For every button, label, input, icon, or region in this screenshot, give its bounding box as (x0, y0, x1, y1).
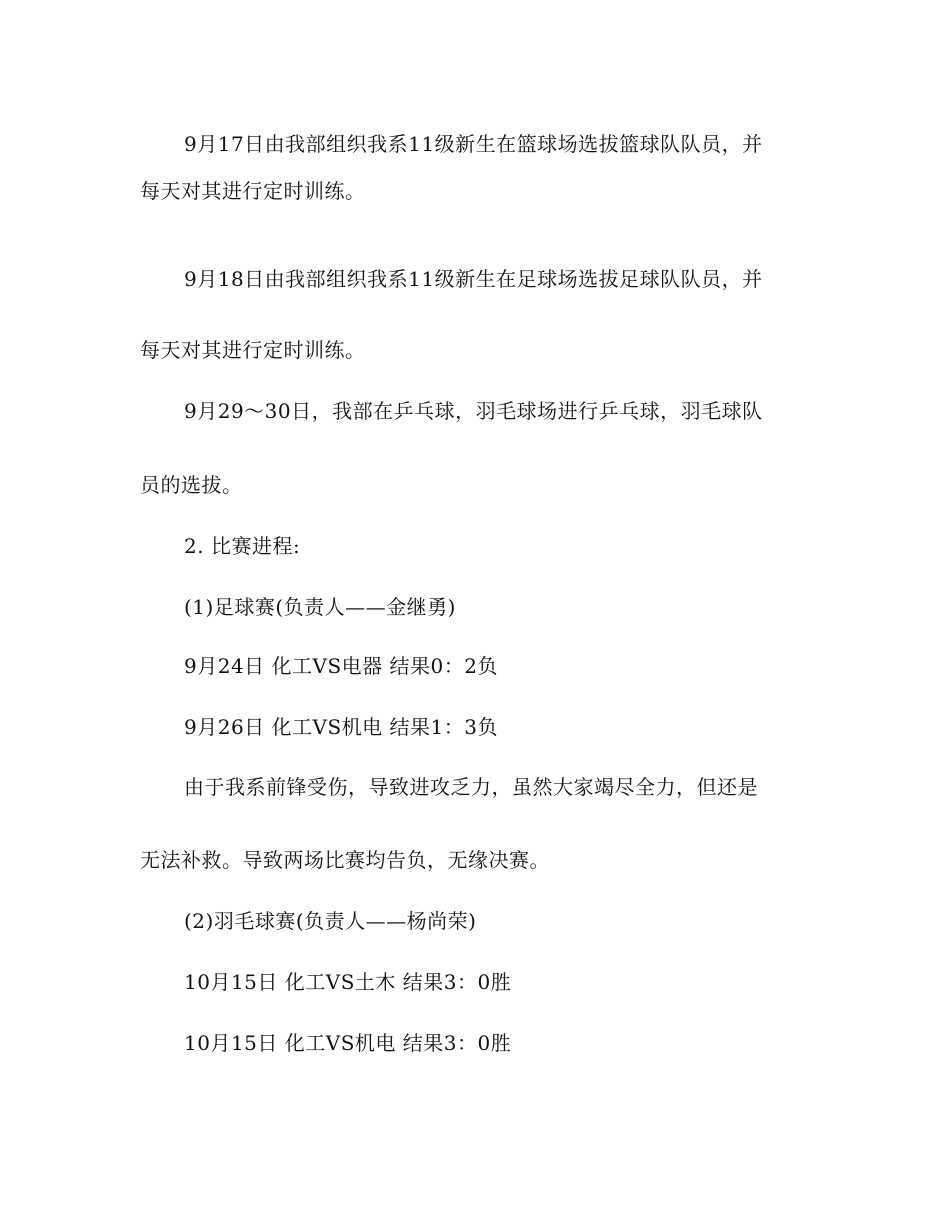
subsection-heading: (2)羽毛球赛(负责人——杨尚荣) (184, 909, 477, 933)
text-line: 由于我系前锋受伤，导致进攻乏力，虽然大家竭尽全力，但还是 (184, 775, 758, 799)
match-result: 10月15日 化工VS土木 结果3：0胜 (184, 970, 512, 994)
match-result: 9月24日 化工VS电器 结果0：2负 (184, 654, 498, 678)
text-line: 9月18日由我部组织我系11级新生在足球场选拔足球队队员，并 (184, 267, 763, 291)
subsection-heading: (1)足球赛(负责人——金继勇) (184, 595, 456, 619)
text-line: 9月17日由我部组织我系11级新生在篮球场选拔篮球队队员，并 (184, 132, 763, 156)
text-line: 9月29～30日，我部在乒乓球，羽毛球场进行乒乓球，羽毛球队 (184, 399, 763, 423)
match-result: 10月15日 化工VS机电 结果3：0胜 (184, 1031, 512, 1055)
text-line: 每天对其进行定时训练。 (140, 179, 366, 203)
text-line: 无法补救。导致两场比赛均告负，无缘决赛。 (140, 848, 550, 872)
match-result: 9月26日 化工VS机电 结果1：3负 (184, 715, 498, 739)
text-line: 员的选拔。 (140, 473, 243, 497)
text-line: 每天对其进行定时训练。 (140, 338, 366, 362)
section-heading: 2. 比赛进程: (184, 534, 301, 558)
